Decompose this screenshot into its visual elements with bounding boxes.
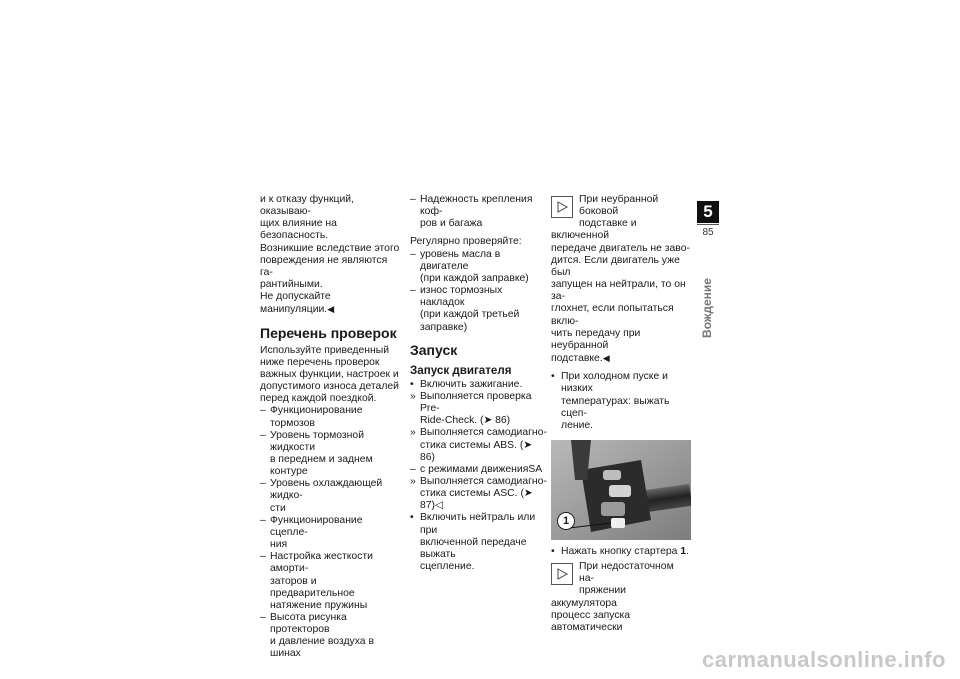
bullet-marker: •: [410, 512, 414, 524]
dash-marker: –: [260, 551, 266, 563]
step-item: • При холодном пуске и низких температурах: выжать сцеп- ление.: [551, 371, 670, 431]
result-item: » Выполняется самодиагно- стика системы ASC. (➤ 87)◁: [410, 475, 547, 512]
note-block: При недостаточном на- пряжении аккумулятора процесс запуска автоматически: [551, 561, 674, 633]
text-line: щих влияние на безопасность.: [260, 218, 337, 242]
dash-marker: –: [410, 463, 416, 475]
checklist-item: – Функционирование тормозов: [260, 405, 363, 429]
column-1: [260, 194, 400, 661]
dash-marker: –: [410, 285, 416, 297]
checklist-item: – Уровень тормозной жидкости в переднем и заднем контуре: [260, 429, 373, 478]
handlebar-switch-photo: [551, 440, 691, 540]
checklist-item: – Настройка жесткости аморти- заторов и предварительное натяжение пружины: [260, 551, 373, 611]
step-item: • Нажать кнопку стартера 1.: [551, 545, 689, 557]
text-line: повреждения не являются га-: [260, 254, 388, 278]
text-line: важных функции, настроек и: [260, 368, 399, 380]
watermark: carmanualsonline.info: [702, 647, 946, 672]
result-marker: »: [410, 475, 416, 487]
checklist: [260, 405, 400, 660]
figure-callout-1: 1: [557, 512, 575, 530]
text-line: допустимого износа деталей: [260, 381, 399, 393]
dash-marker: –: [260, 405, 266, 417]
divider: [697, 224, 719, 225]
checklist-item: – Надежность крепления коф- ров и багажа: [410, 194, 533, 230]
column-3: [551, 194, 691, 634]
text-line: рантийными.: [260, 279, 323, 291]
bullet-marker: •: [410, 378, 414, 390]
page-number: 85: [702, 227, 714, 238]
dash-marker: –: [410, 248, 416, 260]
dash-marker: –: [260, 612, 266, 623]
intro-text: [260, 194, 400, 317]
checklist-item: – Высота рисунка протекторов и давление воздуха в шинах: [260, 612, 374, 660]
regular-check-item: – износ тормозных накладок (при каждой третьей заправке): [410, 285, 520, 333]
note-block: При неубранной боковой подставке и включенной передаче двигатель не заво- дится. Если двигатель уже был запущен на нейтрали, то он за- глохнет, если попытаться вклю- чить передачу при неубранной подставке.◀: [551, 194, 690, 365]
bullet-marker: •: [551, 371, 555, 383]
result-item: » Выполняется самодиагно- стика системы ABS. (➤ 86): [410, 427, 547, 463]
text-line: Используйте приведенный: [260, 344, 390, 356]
chapter-number: 5: [697, 201, 719, 223]
end-of-note-icon: ◀: [602, 353, 610, 364]
dash-marker: –: [410, 194, 416, 205]
note-triangle-icon: [551, 563, 573, 585]
engine-start-subheading: Запуск двигателя: [410, 363, 512, 377]
dash-marker: –: [260, 478, 266, 490]
step-item: • Включить нейтраль или при включенной передаче выжать сцепление.: [410, 512, 536, 573]
checklist-item: – Функционирование сцепле- ния: [260, 514, 363, 551]
column-2: [410, 194, 547, 573]
section-title: Вождение: [700, 278, 714, 338]
text-line: и к отказу функций, оказываю-: [260, 194, 354, 218]
bullet-marker: •: [551, 545, 555, 557]
checklist-item: – Уровень охлаждающей жидко- сти: [260, 478, 383, 514]
checklist-heading: Перечень проверок: [260, 324, 397, 341]
regular-checks-intro: Регулярно проверяйте:: [410, 236, 522, 248]
result-item: » Выполняется проверка Pre- Ride-Check. (➤ 86): [410, 390, 532, 427]
result-marker: »: [410, 427, 416, 439]
step-item: • Включить зажигание.: [410, 378, 523, 390]
text-line: Не допускайте манипуляции.◀: [260, 291, 335, 316]
note-triangle-icon: [551, 196, 573, 218]
end-of-warning-icon: ◀: [327, 304, 335, 315]
condition-item: – с режимами движенияSA: [410, 463, 543, 475]
dash-marker: –: [260, 429, 266, 441]
regular-check-item: – уровень масла в двигателе (при каждой заправке): [410, 248, 529, 284]
result-marker: »: [410, 390, 416, 402]
text-line: перед каждой поездкой.: [260, 393, 377, 405]
text-line: ниже перечень проверок: [260, 356, 380, 368]
text-line: Возникшие вследствие этого: [260, 242, 400, 254]
start-heading: Запуск: [410, 341, 458, 358]
checklist-intro: [260, 345, 400, 406]
dash-marker: –: [260, 514, 266, 526]
